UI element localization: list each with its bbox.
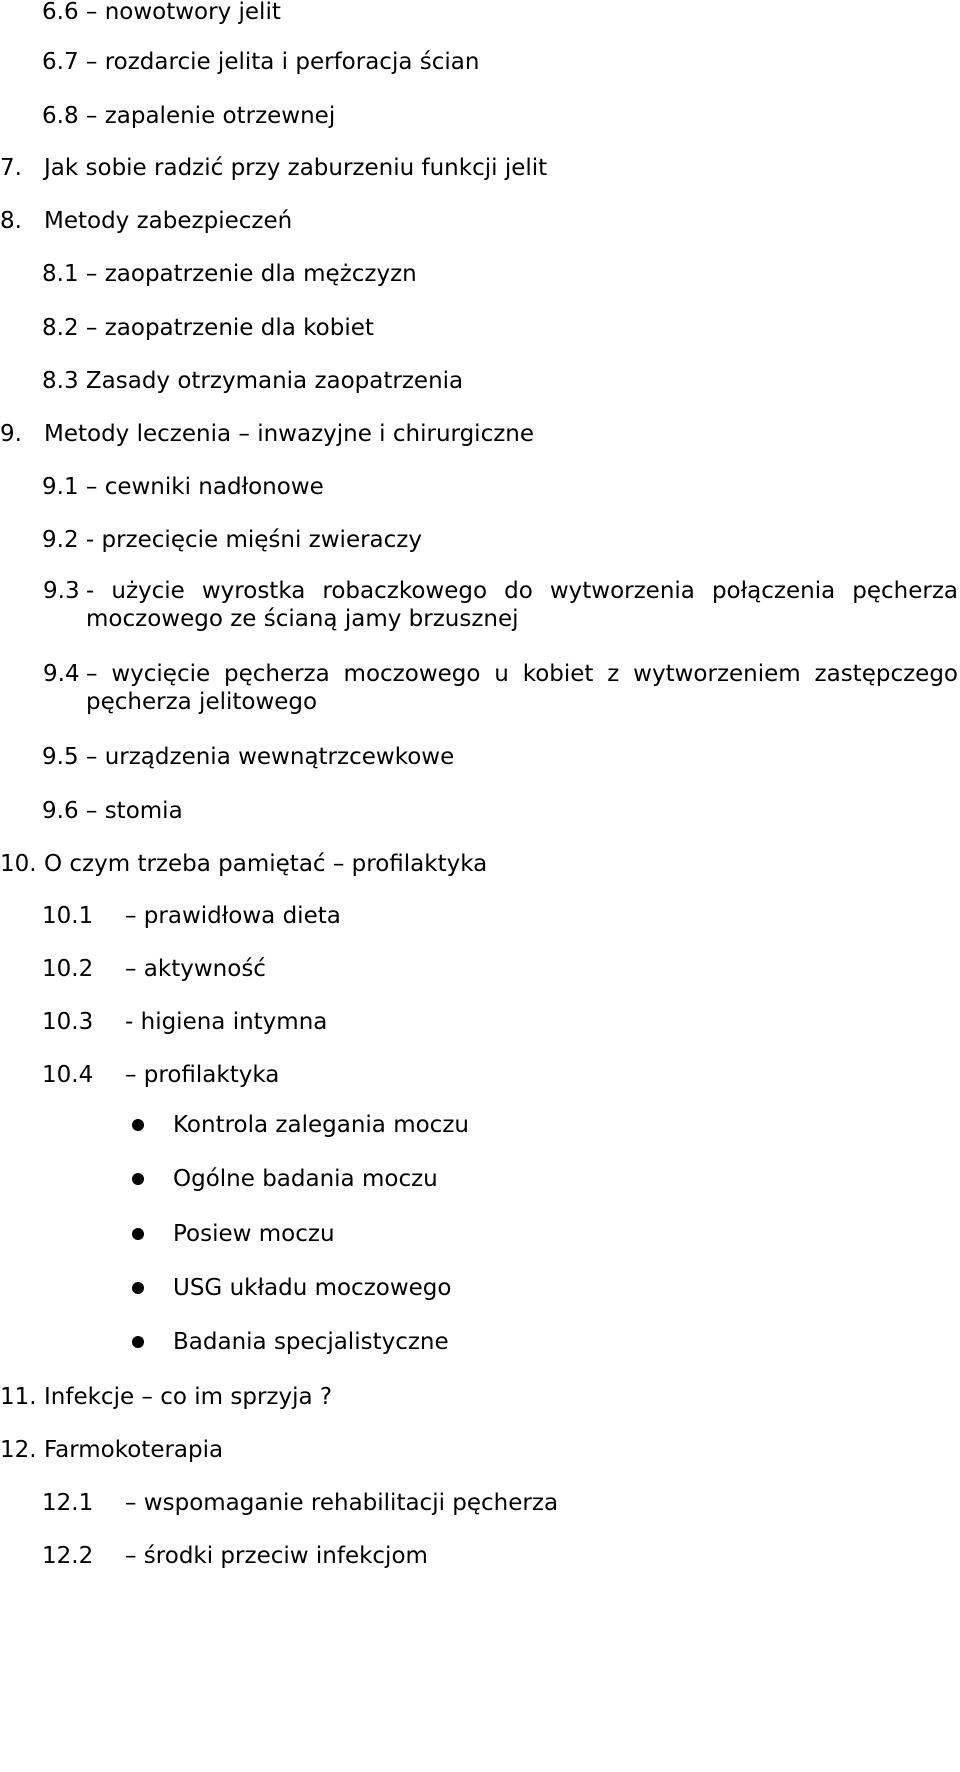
list-item-8-1: 8.1 – zaopatrzenie dla mężczyzn <box>42 261 417 287</box>
list-item-12-2: – środki przeciw infekcjom <box>125 1543 428 1569</box>
list-item-9-1: 9.1 – cewniki nadłonowe <box>42 474 324 500</box>
list-item-8-3: 8.3 Zasady otrzymania zaopatrzenia <box>42 368 464 394</box>
bullet-item: Badania specjalistyczne <box>173 1329 449 1355</box>
bullet-item: Ogólne badania moczu <box>173 1166 438 1192</box>
list-item-9-2: 9.2 - przecięcie mięśni zwieraczy <box>42 527 422 553</box>
list-item-10-3-number: 10.3 <box>42 1009 94 1035</box>
list-item-10-1-number: 10.1 <box>42 903 94 929</box>
list-item-9-3-number: 9.3 <box>43 578 80 604</box>
list-item-11-number: 11. <box>0 1384 37 1410</box>
list-item-12-number: 12. <box>0 1437 37 1463</box>
list-item-8: Metody zabezpieczeń <box>44 208 293 234</box>
list-item-8-number: 8. <box>0 208 22 234</box>
list-item-10: O czym trzeba pamiętać – profilaktyka <box>44 851 488 877</box>
list-item-6-7: 6.7 – rozdarcie jelita i perforacja ścian <box>42 49 480 75</box>
list-item-12: Farmokoterapia <box>44 1437 224 1463</box>
list-item-12-1: – wspomaganie rehabilitacji pęcherza <box>125 1490 559 1516</box>
bullet-icon <box>132 1119 144 1131</box>
list-item-10-2: – aktywność <box>125 956 266 982</box>
bullet-icon <box>132 1282 144 1294</box>
bullet-item: Posiew moczu <box>173 1221 335 1247</box>
list-item-9-6: 9.6 – stomia <box>42 798 183 824</box>
list-item-10-4-number: 10.4 <box>42 1062 94 1088</box>
list-item-9-4-text: – wycięcie pęcherza moczowego u kobiet z wytworzeniem zastępczego pęcherza jelitowego <box>86 661 958 715</box>
bullet-item: USG układu moczowego <box>173 1275 452 1301</box>
bullet-icon <box>132 1173 144 1185</box>
list-item-12-1-number: 12.1 <box>42 1490 94 1516</box>
list-item-9-3 <box>43 577 958 633</box>
list-item-7-number: 7. <box>0 155 22 181</box>
bullet-item: Kontrola zalegania moczu <box>173 1112 469 1138</box>
list-item-9-number: 9. <box>0 421 22 447</box>
list-item-10-number: 10. <box>0 851 37 877</box>
list-item-6-8: 6.8 – zapalenie otrzewnej <box>42 103 336 129</box>
list-item-10-3: - higiena intymna <box>125 1009 328 1035</box>
list-item-8-2: 8.2 – zaopatrzenie dla kobiet <box>42 315 374 341</box>
bullet-icon <box>132 1336 144 1348</box>
list-item-10-1: – prawidłowa dieta <box>125 903 341 929</box>
list-item-9-5: 9.5 – urządzenia wewnątrzcewkowe <box>42 744 455 770</box>
list-item-9-4 <box>43 660 958 716</box>
list-item-7: Jak sobie radzić przy zaburzeniu funkcji jelit <box>44 155 548 181</box>
list-item-12-2-number: 12.2 <box>42 1543 94 1569</box>
list-item-9: Metody leczenia – inwazyjne i chirurgiczne <box>44 421 535 447</box>
list-item-6-6: 6.6 – nowotwory jelit <box>42 0 281 25</box>
list-item-10-4: – profilaktyka <box>125 1062 280 1088</box>
bullet-icon <box>132 1228 144 1240</box>
list-item-9-3-text: - użycie wyrostka robaczkowego do wytworzenia połączenia pęcherza moczowego ze ścianą jamy brzusznej <box>86 578 958 632</box>
list-item-11: Infekcje – co im sprzyja ? <box>44 1384 333 1410</box>
list-item-10-2-number: 10.2 <box>42 956 94 982</box>
list-item-9-4-number: 9.4 <box>43 661 80 687</box>
